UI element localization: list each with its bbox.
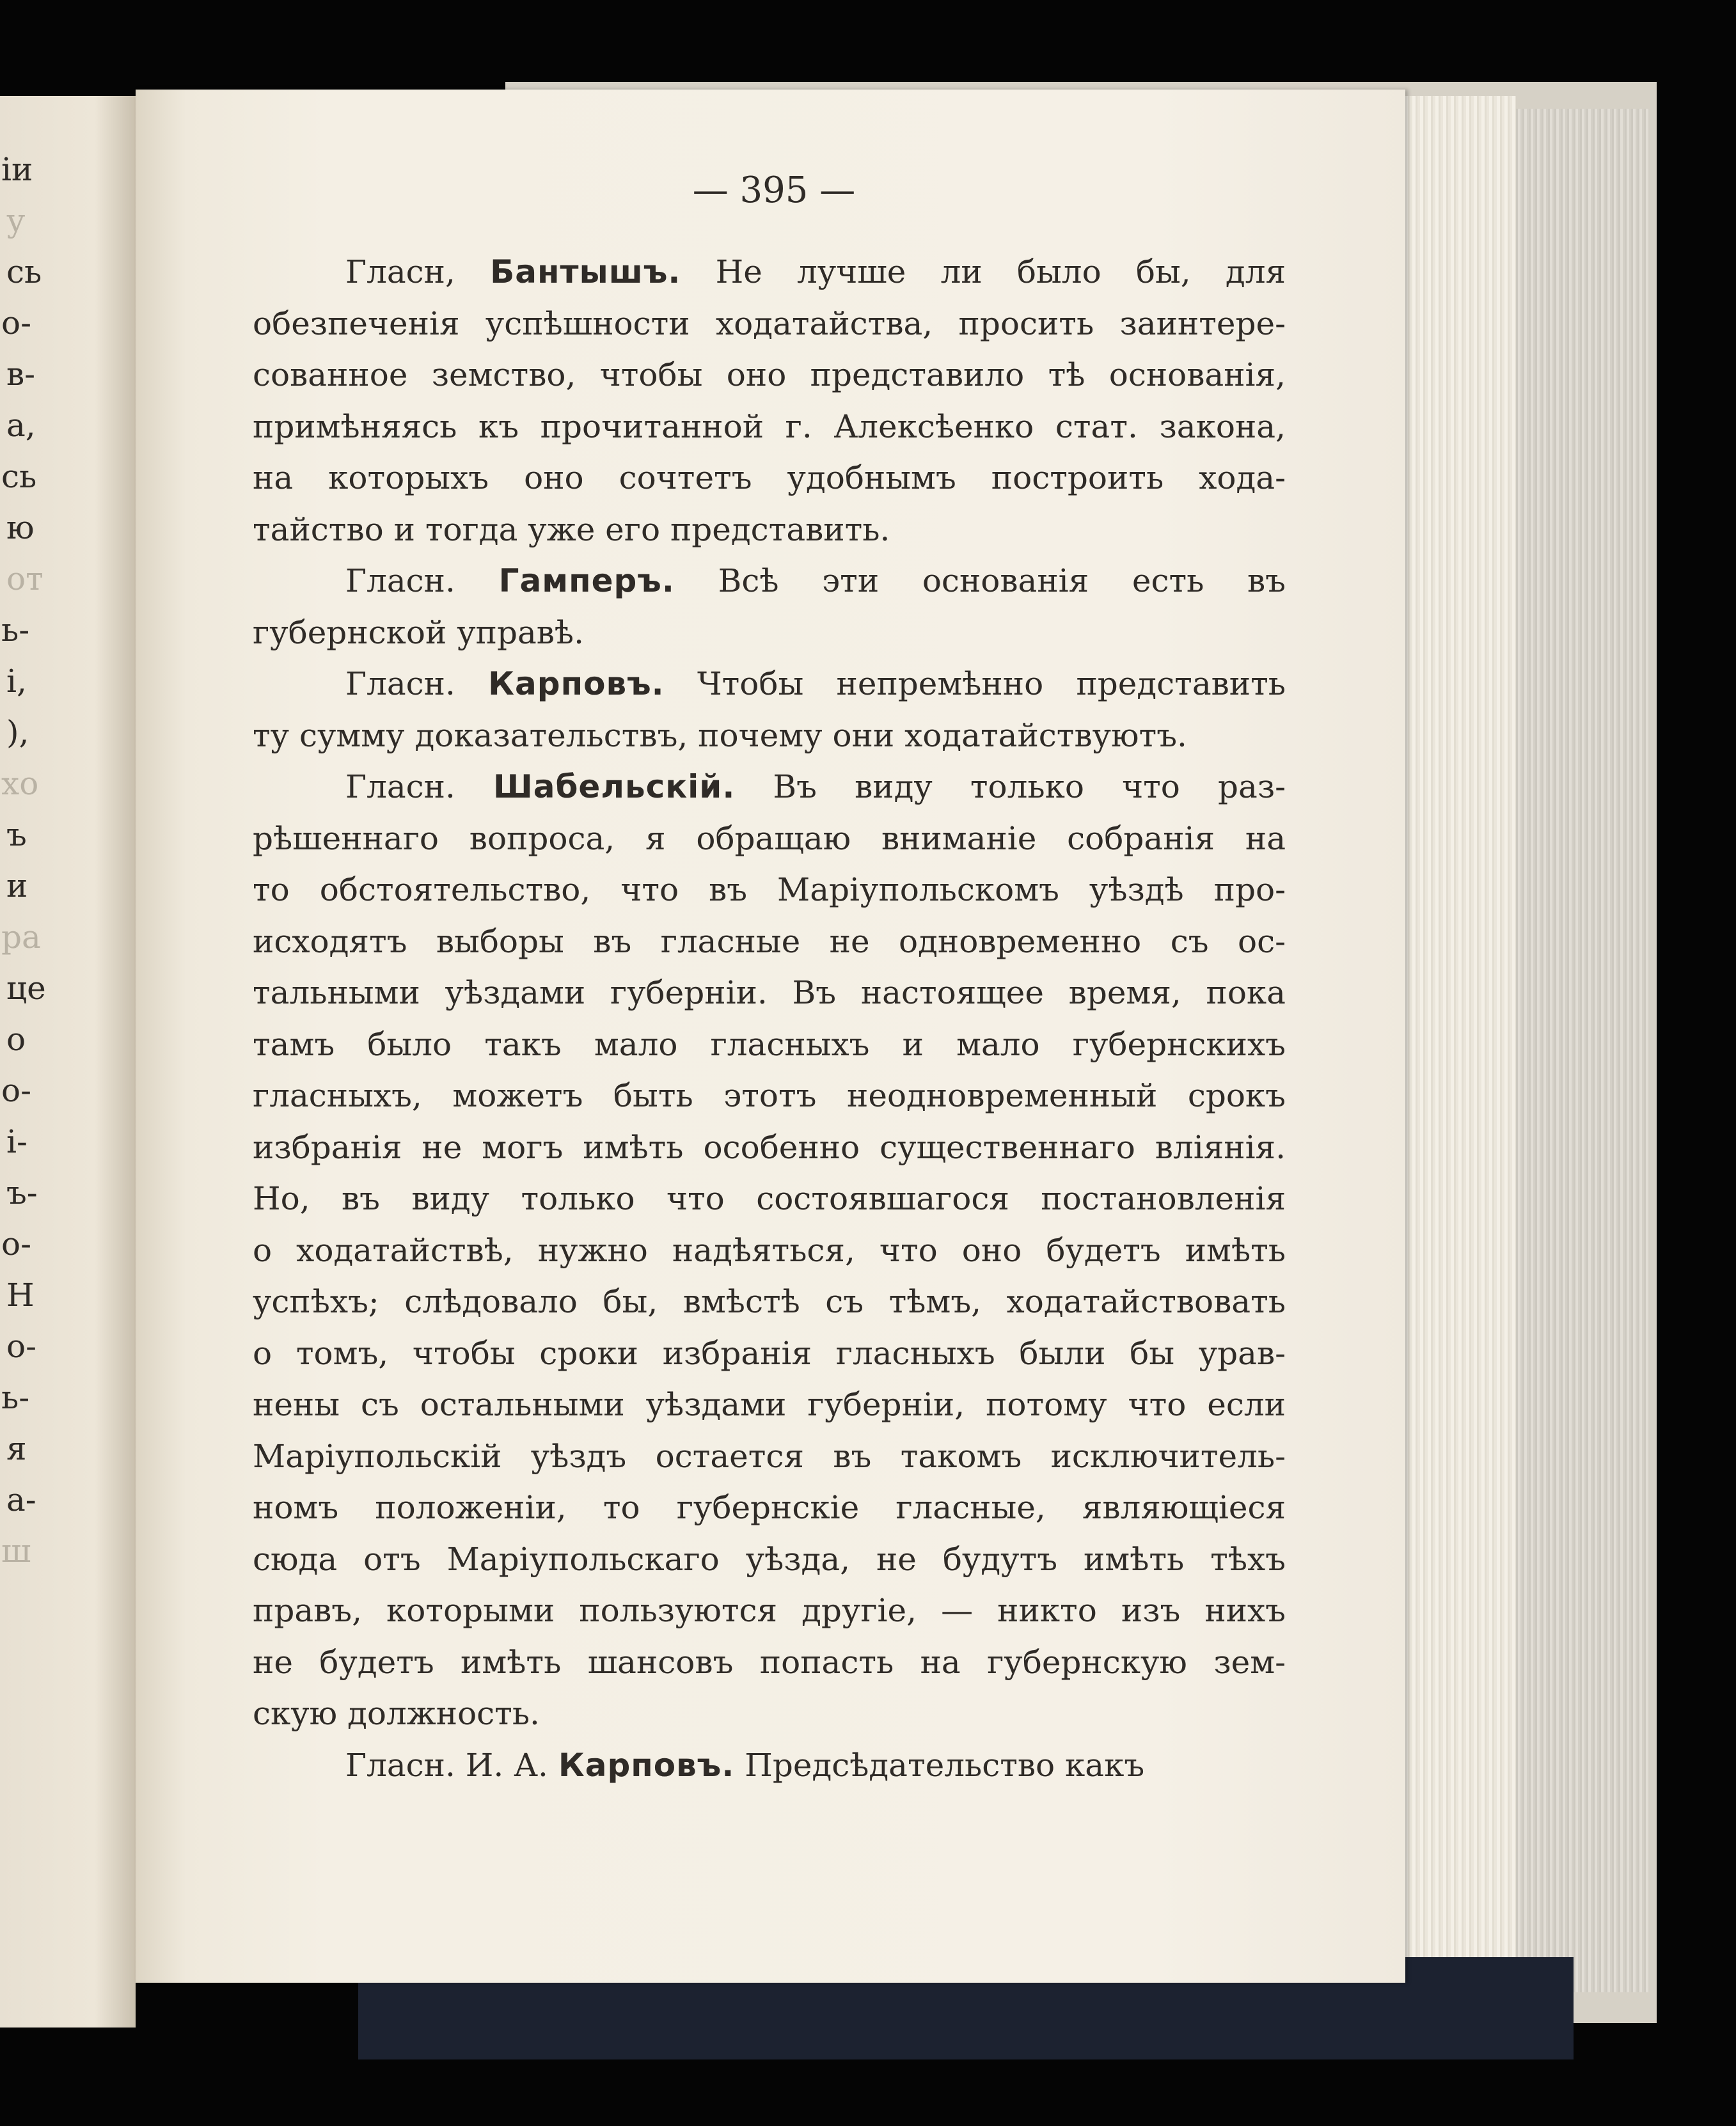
text-line: обезпеченія успѣшности ходатайства, просить заинтере- bbox=[253, 304, 1286, 342]
speaker-name: Бантышъ. bbox=[490, 253, 681, 290]
left-page-fragment: сь bbox=[6, 253, 42, 290]
speaker-name: Карповъ. bbox=[488, 665, 665, 702]
speech-text: Въ виду только что раз- bbox=[735, 768, 1286, 805]
cover-edge bbox=[1503, 109, 1650, 1992]
paragraph bbox=[253, 658, 1286, 761]
speaker-title: Гласн. bbox=[345, 562, 499, 599]
text-line: губернской управѣ. bbox=[253, 613, 584, 651]
left-page-fragment: у bbox=[6, 202, 26, 239]
paragraph bbox=[253, 761, 1286, 1740]
left-page-fragment: я bbox=[6, 1430, 27, 1467]
left-page-fragment: Н bbox=[6, 1277, 35, 1314]
left-page-fragment: ра bbox=[1, 918, 41, 956]
page-text bbox=[253, 246, 1286, 1791]
text-line: избранія не могъ имѣть особенно существеннаго вліянія. bbox=[253, 1128, 1286, 1166]
left-page-fragment: о- bbox=[6, 1328, 36, 1365]
text-line: исходятъ выборы въ гласные не одновременно съ ос- bbox=[253, 922, 1286, 960]
text-line bbox=[253, 555, 1286, 607]
text-line: не будетъ имѣть шансовъ попасть на губернскую зем- bbox=[253, 1643, 1286, 1681]
left-page-fragment: а, bbox=[6, 407, 36, 444]
speaker-title: Гласн, bbox=[345, 253, 491, 290]
text-line: тайство и тогда уже его представить. bbox=[253, 510, 890, 548]
speech-text: Предсѣдательство какъ bbox=[734, 1746, 1145, 1784]
left-page-fragment: ъ- bbox=[6, 1174, 38, 1211]
text-line: сюда отъ Маріупольскаго уѣзда, не будутъ имѣть тѣхъ bbox=[253, 1540, 1286, 1578]
text-line bbox=[253, 658, 1286, 710]
text-line: ту сумму доказательствъ, почему они ходатайствуютъ. bbox=[253, 716, 1187, 754]
speaker-name: Гамперъ. bbox=[498, 562, 675, 599]
text-line: успѣхъ; слѣдовало бы, вмѣстѣ съ тѣмъ, ходатайствовать bbox=[253, 1283, 1286, 1320]
previous-page bbox=[0, 96, 136, 2028]
left-page-fragment: ь- bbox=[1, 611, 30, 649]
left-page-fragment: ш bbox=[1, 1532, 31, 1570]
text-line bbox=[253, 761, 1286, 813]
page-number: — 395 — bbox=[692, 169, 856, 211]
speech-text: Чтобы непремѣнно представить bbox=[664, 665, 1286, 702]
speaker-name: Шабельскій. bbox=[493, 768, 736, 805]
text-line: о томъ, чтобы сроки избранія гласныхъ были бы урав- bbox=[253, 1334, 1286, 1372]
paragraph bbox=[253, 1740, 1286, 1791]
left-page-fragment: о- bbox=[1, 304, 31, 342]
text-line: сованное земство, чтобы оно представило тѣ основанія, bbox=[253, 356, 1286, 393]
speaker-title: Гласн. bbox=[345, 665, 489, 702]
text-line: гласныхъ, можетъ быть этотъ неодновременный срокъ bbox=[253, 1077, 1286, 1114]
text-line: Маріупольскій уѣздъ остается въ такомъ исключитель- bbox=[253, 1437, 1286, 1475]
text-line: номъ положеніи, то губернскіе гласные, являющіеся bbox=[253, 1489, 1286, 1526]
text-line: то обстоятельство, что въ Маріупольскомъ уѣздѣ про- bbox=[253, 871, 1286, 908]
speech-text: Всѣ эти основанія есть въ bbox=[674, 562, 1286, 599]
left-page-fragment: о- bbox=[1, 1072, 31, 1109]
text-line: рѣшеннаго вопроса, я обращаю вниманіе собранія на bbox=[253, 819, 1286, 857]
left-page-fragment: о- bbox=[1, 1225, 31, 1263]
left-page-fragment: ю bbox=[6, 509, 35, 546]
left-page-fragment: от bbox=[6, 560, 43, 597]
paragraph bbox=[253, 246, 1286, 555]
left-page-fragment: і- bbox=[6, 1123, 28, 1160]
speaker-name: Карповъ. bbox=[558, 1746, 735, 1784]
text-line: нены съ остальными уѣздами губерніи, потому что если bbox=[253, 1386, 1286, 1423]
text-line: скую должность. bbox=[253, 1695, 540, 1732]
text-line bbox=[253, 1740, 1286, 1791]
text-line: правъ, которыми пользуются другіе, — никто изъ нихъ bbox=[253, 1592, 1286, 1629]
left-page-fragment: ъ bbox=[6, 816, 27, 853]
left-page-fragment: і, bbox=[6, 663, 27, 700]
paragraph bbox=[253, 555, 1286, 658]
speaker-title: Гласн. И. А. bbox=[345, 1746, 558, 1784]
left-page-fragment: ь- bbox=[1, 1379, 30, 1416]
left-page-fragment: це bbox=[6, 970, 46, 1007]
text-line: на которыхъ оно сочтетъ удобнымъ построить хода- bbox=[253, 459, 1286, 496]
speech-text: Не лучше ли было бы, для bbox=[681, 253, 1286, 290]
speaker-title: Гласн. bbox=[345, 768, 494, 805]
text-line bbox=[253, 246, 1286, 298]
text-line: о ходатайствѣ, нужно надѣяться, что оно будетъ имѣть bbox=[253, 1231, 1286, 1269]
left-page-fragment: іи bbox=[1, 151, 33, 188]
left-page-fragment: а- bbox=[6, 1481, 36, 1518]
left-page-fragment: сь bbox=[1, 458, 37, 495]
left-page-fragment: и bbox=[6, 867, 28, 904]
page-stack-edge bbox=[1394, 96, 1516, 1983]
left-page-fragment: в- bbox=[6, 356, 36, 393]
left-page-fragment: о bbox=[6, 1021, 26, 1058]
text-line: примѣняясь къ прочитанной г. Алексѣенко стат. закона, bbox=[253, 407, 1286, 445]
left-page-fragment: ), bbox=[6, 714, 29, 751]
text-line: Но, въ виду только что состоявшагося постановленія bbox=[253, 1180, 1286, 1217]
text-line: тамъ было такъ мало гласныхъ и мало губернскихъ bbox=[253, 1025, 1286, 1063]
left-page-fragment: хо bbox=[1, 765, 39, 802]
text-line: тальными уѣздами губерніи. Въ настоящее время, пока bbox=[253, 974, 1286, 1011]
